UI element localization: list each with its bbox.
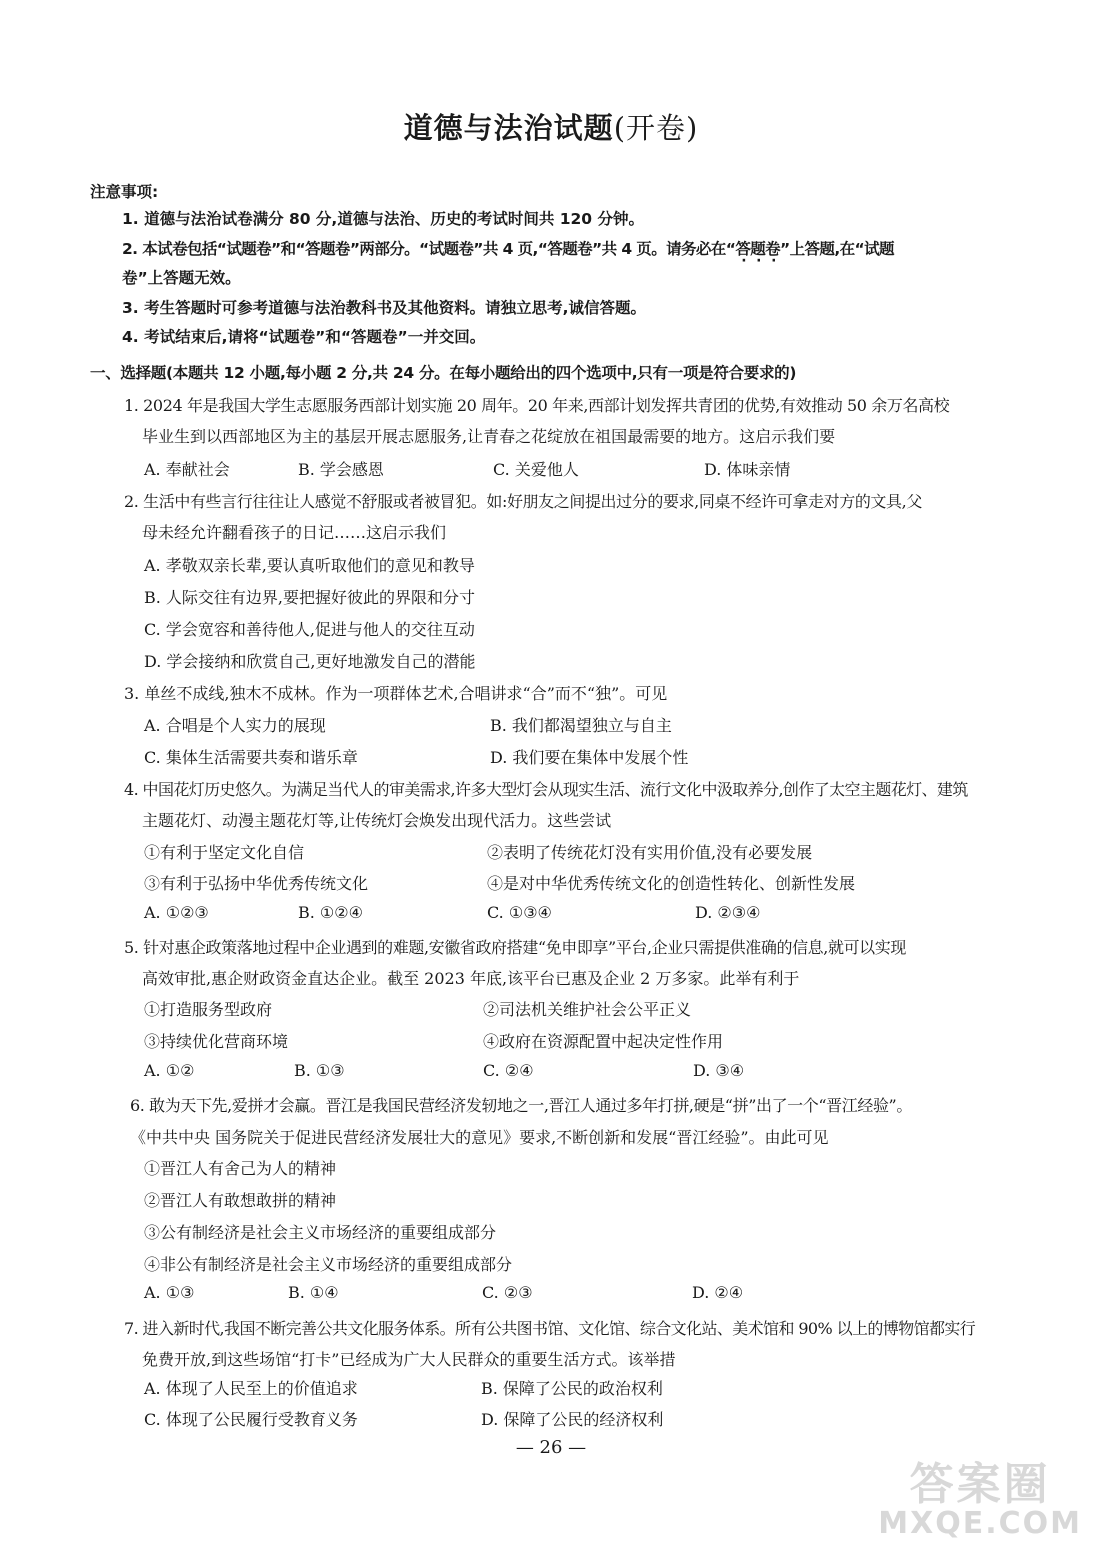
q2-option-b: B. 人际交往有边界,要把握好彼此的界限和分寸 — [144, 588, 476, 607]
notice-item-2: 2. 本试卷包括“试题卷”和“答题卷”两部分。“试题卷”共 4 页,“答题卷”共 4 页。请务必在“答题卷”上答题,在“试题 — [122, 240, 894, 258]
q7-option-a: A. 体现了人民至上的价值追求 — [144, 1379, 358, 1398]
q7-option-b: B. 保障了公民的政治权利 — [481, 1379, 663, 1398]
q3-stem-line1: 3. 单丝不成线,独木不成林。作为一项群体艺术,合唱讲求“合”而不“独”。可见 — [124, 684, 668, 703]
title-sub: (开卷) — [613, 111, 699, 145]
q2-option-a: A. 孝敬双亲长辈,要认真听取他们的意见和教导 — [144, 556, 475, 575]
q1-option-b: B. 学会感恩 — [298, 460, 384, 479]
q7-option-c: C. 体现了公民履行受教育义务 — [144, 1410, 358, 1429]
q7-stem-line1: 7. 进入新时代,我国不断完善公共文化服务体系。所有公共图书馆、文化馆、综合文化站、美术馆和 90% 以上的博物馆都实行 — [124, 1319, 976, 1338]
q3-option-d: D. 我们要在集体中发展个性 — [490, 748, 689, 767]
q4-option-a: A. ①②③ — [144, 903, 209, 922]
page-title — [0, 106, 1102, 147]
q4-stem-line1: 4. 中国花灯历史悠久。为满足当代人的审美需求,许多大型灯会从现实生活、流行文化中汲取养分,创作了太空主题花灯、建筑 — [124, 780, 968, 799]
q6-option-c: C. ②③ — [482, 1283, 533, 1302]
q6-statement-3: ③公有制经济是社会主义市场经济的重要组成部分 — [144, 1223, 497, 1242]
notice-item-1: 1. 道德与法治试卷满分 80 分,道德与法治、历史的考试时间共 120 分钟。 — [122, 210, 644, 228]
q2-option-c: C. 学会宽容和善待他人,促进与他人的交往互动 — [144, 620, 475, 639]
q6-statement-4: ④非公有制经济是社会主义市场经济的重要组成部分 — [144, 1255, 513, 1274]
q4-option-c: C. ①③④ — [487, 903, 552, 922]
q1-stem-line2: 毕业生到以西部地区为主的基层开展志愿服务,让青春之花绽放在祖国最需要的地方。这启示我们要 — [142, 427, 836, 446]
q3-option-c: C. 集体生活需要共奏和谐乐章 — [144, 748, 358, 767]
q4-option-b: B. ①②④ — [298, 903, 363, 922]
q4-option-d: D. ②③④ — [695, 903, 761, 922]
title-main: 道德与法治试题 — [403, 111, 614, 145]
q6-stem-line2: 《中共中央 国务院关于促进民营经济发展壮大的意见》要求,不断创新和发展“晋江经验”。由此可见 — [130, 1128, 829, 1147]
q2-stem-line1: 2. 生活中有些言行往往让人感觉不舒服或者被冒犯。如:好朋友之间提出过分的要求,同桌不经许可拿走对方的文具,父 — [124, 492, 922, 511]
q2-option-d: D. 学会接纳和欣赏自己,更好地激发自己的潜能 — [144, 652, 476, 671]
q6-statement-1: ①晋江人有舍己为人的精神 — [144, 1159, 337, 1178]
q5-option-b: B. ①③ — [294, 1061, 345, 1080]
q1-option-d: D. 体味亲情 — [704, 460, 791, 479]
q4-statement-3: ③有利于弘扬中华优秀传统文化 — [144, 874, 369, 893]
q3-option-a: A. 合唱是个人实力的展现 — [144, 716, 326, 735]
notice-item-4: 4. 考试结束后,请将“试题卷”和“答题卷”一并交回。 — [122, 328, 486, 346]
q6-stem-line1: 6. 敢为天下先,爱拼才会赢。晋江是我国民营经济发轫地之一,晋江人通过多年打拼,硬是“拼”出了一个“晋江经验”。 — [130, 1096, 912, 1115]
q5-option-a: A. ①② — [144, 1061, 195, 1080]
q1-stem-line1: 1. 2024 年是我国大学生志愿服务西部计划实施 20 周年。20 年来,西部计划发挥共青团的优势,有效推动 50 余万名高校 — [124, 396, 950, 415]
q6-option-b: B. ①④ — [288, 1283, 339, 1302]
q4-statement-4: ④是对中华优秀传统文化的创造性转化、创新性发展 — [487, 874, 856, 893]
q5-statement-2: ②司法机关维护社会公平正义 — [483, 1000, 692, 1019]
q6-option-a: A. ①③ — [144, 1283, 195, 1302]
watermark — [878, 1448, 1082, 1541]
q5-statement-4: ④政府在资源配置中起决定性作用 — [483, 1032, 724, 1051]
watermark-url: MXQE.COM — [878, 1506, 1082, 1541]
q1-option-a: A. 奉献社会 — [144, 460, 230, 479]
section-heading: 一、选择题(本题共 12 小题,每小题 2 分,共 24 分。在每小题给出的四个选项中,只有一项是符合要求的) — [90, 364, 797, 382]
q4-statement-1: ①有利于坚定文化自信 — [144, 843, 305, 862]
q4-statement-2: ②表明了传统花灯没有实用价值,没有必要发展 — [487, 843, 813, 862]
page-number: — 26 — — [515, 1437, 587, 1458]
q5-option-c: C. ②④ — [483, 1061, 534, 1080]
q5-stem-line1: 5. 针对惠企政策落地过程中企业遇到的难题,安徽省政府搭建“免申即享”平台,企业只需提供准确的信息,就可以实现 — [124, 938, 906, 957]
q5-statement-3: ③持续优化营商环境 — [144, 1032, 289, 1051]
q2-stem-line2: 母未经允许翻看孩子的日记……这启示我们 — [142, 523, 447, 542]
q6-statement-2: ②晋江人有敢想敢拼的精神 — [144, 1191, 337, 1210]
notice-heading: 注意事项: — [90, 183, 159, 201]
q5-statement-1: ①打造服务型政府 — [144, 1000, 273, 1019]
notice-item-3: 3. 考生答题时可参考道德与法治教科书及其他资料。请独立思考,诚信答题。 — [122, 299, 646, 317]
q7-option-d: D. 保障了公民的经济权利 — [481, 1410, 664, 1429]
notice-item-2-cont: 卷”上答题无效。 — [122, 269, 241, 287]
q1-option-c: C. 关爱他人 — [493, 460, 579, 479]
q7-stem-line2: 免费开放,到这些场馆“打卡”已经成为广大人民群众的重要生活方式。该举措 — [142, 1350, 676, 1369]
q4-stem-line2: 主题花灯、动漫主题花灯等,让传统灯会焕发出现代活力。这些尝试 — [142, 811, 612, 830]
q5-stem-line2: 高效审批,惠企财政资金直达企业。截至 2023 年底,该平台已惠及企业 2 万多家。此举有利于 — [142, 969, 800, 988]
watermark-logo-text: 答案圈 — [909, 1459, 1051, 1510]
q3-option-b: B. 我们都渴望独立与自主 — [490, 716, 672, 735]
q5-option-d: D. ③④ — [693, 1061, 745, 1080]
q6-option-d: D. ②④ — [692, 1283, 744, 1302]
